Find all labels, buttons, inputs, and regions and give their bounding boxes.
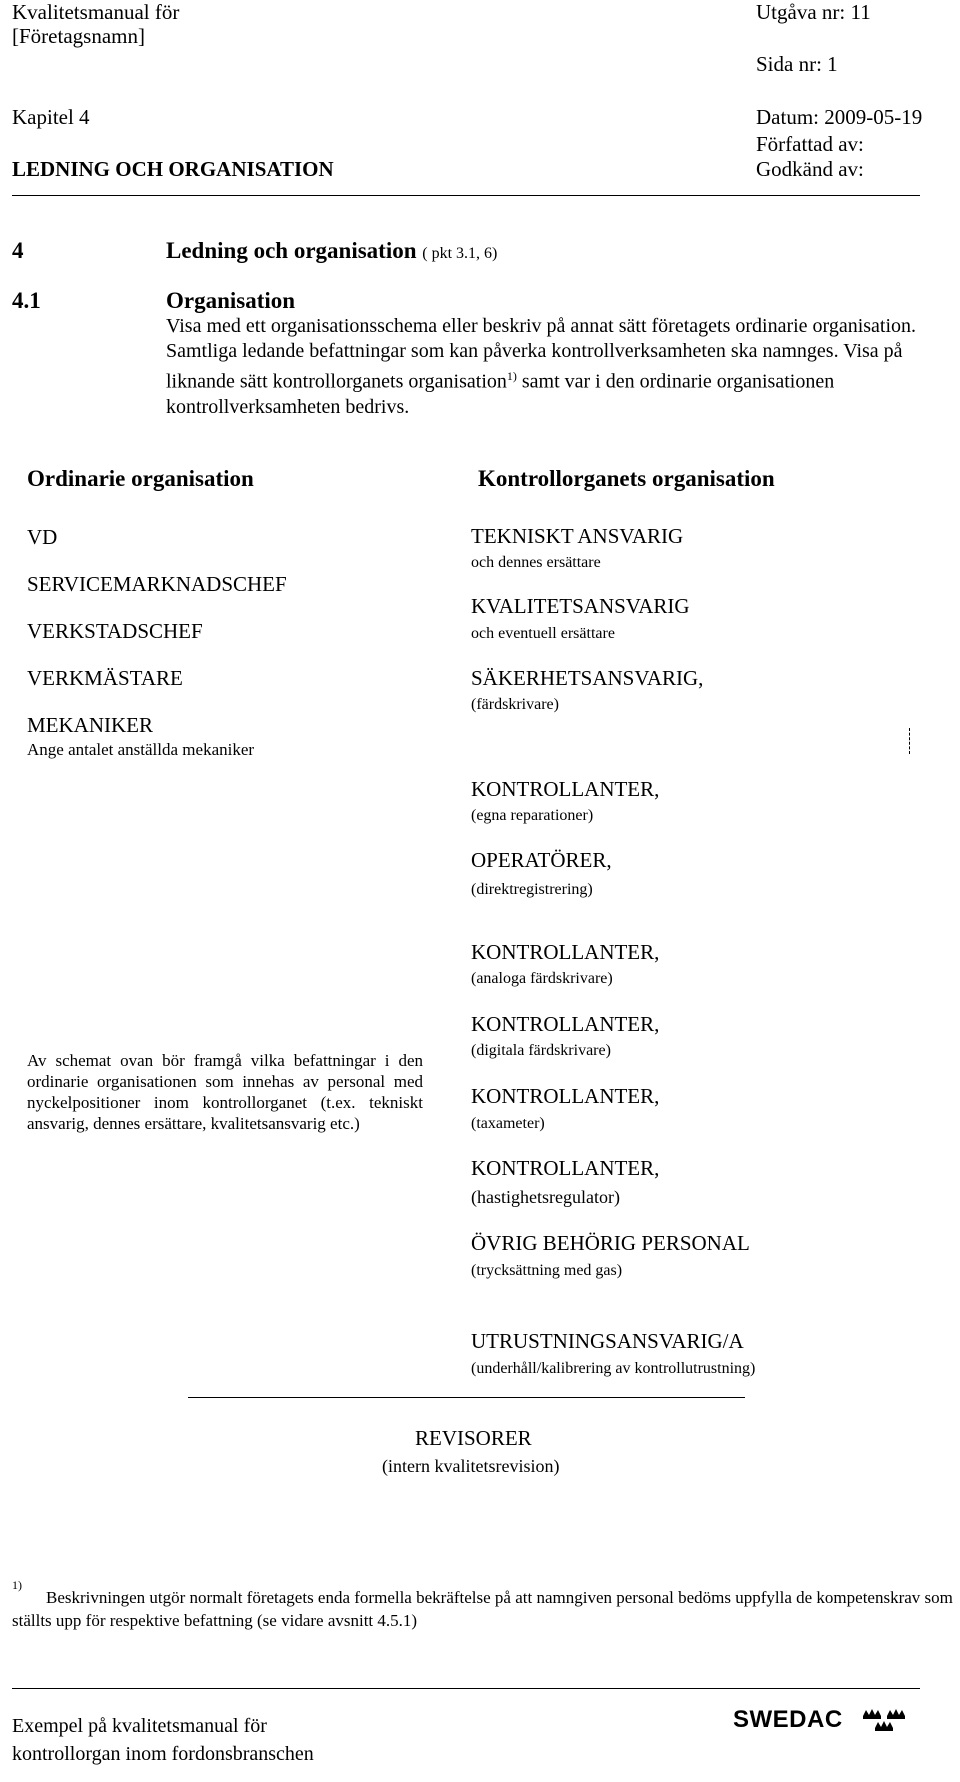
section-41-title: Organisation — [166, 288, 296, 313]
header-rule — [12, 195, 920, 196]
footer-line2: kontrollorgan inom fordonsbranschen — [12, 1743, 314, 1765]
control-role-title: UTRUSTNINGSANSVARIG/A — [471, 1329, 744, 1353]
ordinary-explanation: Av schemat ovan bör framgå vilka befattningar i den ordinarie organisationen som innehas av personal med nyckelpositioner inom kontrollorganet (t.ex. tekniskt ansvarig, dennes ersättare, kvalitetsansvarig etc.) — [27, 1051, 423, 1133]
swedac-logo-text: SWEDAC — [733, 1706, 843, 1733]
mechanic-count-note: Ange antalet anställda mekaniker — [27, 740, 255, 759]
ordinary-role-vd: VD — [27, 525, 58, 549]
header-chapter: Kapitel 4 — [12, 105, 90, 129]
section-4-heading — [166, 238, 497, 267]
header-company-line1: Kvalitetsmanual för — [12, 0, 180, 24]
control-role-title: KONTROLLANTER, — [471, 1012, 660, 1036]
section-4-ref: ( pkt 3.1, 6) — [422, 245, 498, 262]
header-date: Datum: 2009-05-19 — [756, 105, 923, 129]
footnote-text: Beskrivningen utgör normalt företagets enda formella bekräftelse på att namngiven personal bedöms uppfylla de kompetenskrav som ställts upp för respektive befattning (se vidare avsnitt 4.5.1) — [12, 1588, 953, 1630]
control-role-sub: och eventuell ersättare — [471, 625, 615, 642]
control-role-sub: (egna reparationer) — [471, 807, 594, 824]
section-4-number: 4 — [12, 238, 24, 263]
control-role-sub: (underhåll/kalibrering av kontrollutrustning) — [471, 1360, 756, 1377]
header-page-number: Sida nr: 1 — [756, 52, 838, 76]
ordinary-org-heading: Ordinarie organisation — [27, 466, 254, 491]
control-role-title: KVALITETSANSVARIG — [471, 594, 690, 618]
header-company-line2: [Företagsnamn] — [12, 24, 145, 48]
ordinary-role-verkstadschef: VERKSTADSCHEF — [27, 619, 203, 643]
ordinary-role-servicemarknadschef: SERVICEMARKNADSCHEF — [27, 572, 287, 596]
control-role-title: SÄKERHETSANSVARIG, — [471, 666, 704, 690]
header-authored-by: Författad av: — [756, 132, 864, 156]
auditors-sub: (intern kvalitetsrevision) — [382, 1456, 560, 1476]
section-41-number: 4.1 — [12, 288, 41, 313]
auditors-title: REVISORER — [415, 1426, 532, 1450]
footnote-reference: 1) — [506, 369, 517, 383]
control-role-sub: (direktregistrering) — [471, 881, 593, 898]
header-section-title: LEDNING OCH ORGANISATION — [12, 157, 334, 181]
control-role-sub: (digitala färdskrivare) — [471, 1042, 611, 1059]
control-role-sub: och dennes ersättare — [471, 554, 601, 571]
control-role-title: KONTROLLANTER, — [471, 777, 660, 801]
control-role-title: KONTROLLANTER, — [471, 1084, 660, 1108]
control-org-heading: Kontrollorganets organisation — [478, 466, 775, 491]
footer-rule — [12, 1688, 920, 1689]
control-role-title: TEKNISKT ANSVARIG — [471, 524, 684, 548]
control-role-sub: (färdskrivare) — [471, 696, 559, 713]
ordinary-role-verkmastare: VERKMÄSTARE — [27, 666, 183, 690]
control-role-sub: (trycksättning med gas) — [471, 1262, 623, 1279]
control-role-sub: (analoga färdskrivare) — [471, 970, 613, 987]
control-role-sub: (hastighetsregulator) — [471, 1187, 620, 1207]
dashed-connector — [909, 728, 910, 754]
control-role-sub: (taxameter) — [471, 1115, 545, 1132]
auditors-divider — [188, 1397, 745, 1398]
section-41-text-part1: Visa med ett organisationsschema eller beskriv på annat sätt företagets ordinarie organisation. Samtliga ledande befattningar som kan påverka kontrollverksamheten ska namnges. Visa på liknande sätt kontrollorganets organisation — [166, 315, 917, 393]
section-4-title: Ledning och organisation — [166, 238, 417, 263]
control-role-title: KONTROLLANTER, — [471, 1156, 660, 1180]
footer-line1: Exempel på kvalitetsmanual för — [12, 1715, 267, 1737]
section-41-text-part2: samt var i den ordinarie organisationen kontrollverksamheten bedrivs. — [166, 370, 835, 418]
crowns-icon — [861, 1706, 907, 1732]
footnote-mark: 1) — [12, 1578, 22, 1592]
header-edition: Utgåva nr: 11 — [756, 0, 871, 24]
header-approved-by: Godkänd av: — [756, 157, 864, 181]
swedac-logo — [733, 1702, 923, 1736]
control-role-title: OPERATÖRER, — [471, 848, 612, 872]
control-role-title: ÖVRIG BEHÖRIG PERSONAL — [471, 1231, 750, 1255]
control-role-title: KONTROLLANTER, — [471, 940, 660, 964]
section-41-paragraph — [166, 314, 936, 420]
ordinary-role-mekaniker: MEKANIKER — [27, 713, 153, 737]
